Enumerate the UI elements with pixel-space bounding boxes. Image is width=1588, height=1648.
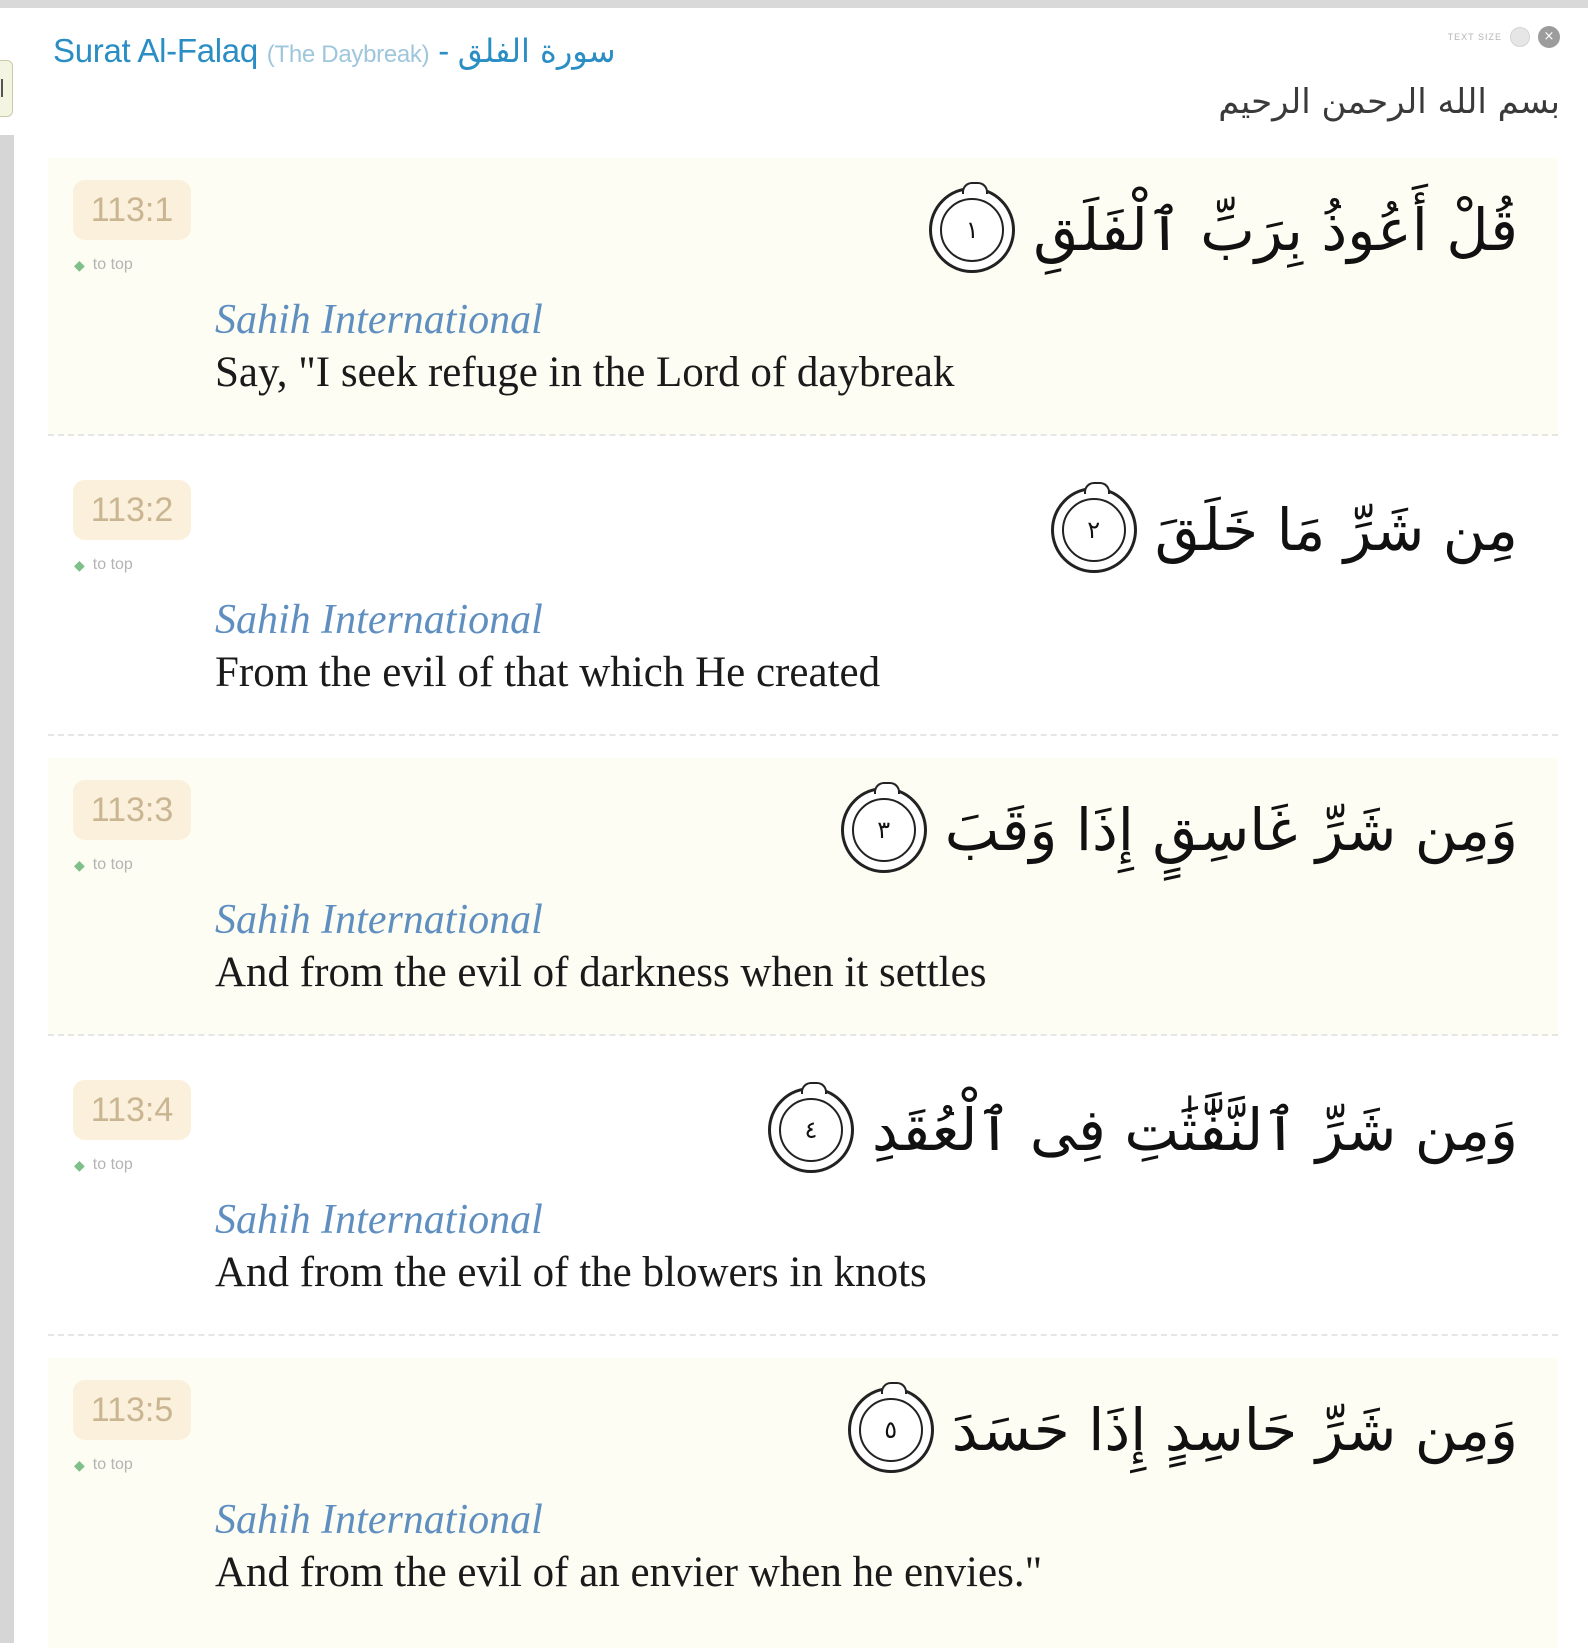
ayah-number: ٢ <box>1087 516 1101 544</box>
to-top-link[interactable] <box>74 556 133 574</box>
verse-key-badge[interactable]: 113:4 <box>73 1080 191 1140</box>
translator-name: Sahih International <box>215 897 543 943</box>
verse-key-badge[interactable]: 113:3 <box>73 780 191 840</box>
verse-row <box>48 758 1558 1036</box>
arabic-verse <box>841 780 1518 880</box>
translation-text: From the evil of that which He created <box>215 649 881 696</box>
close-icon[interactable]: × <box>1538 26 1560 48</box>
verse-list <box>48 158 1558 1648</box>
to-top-label: to top <box>92 256 133 273</box>
to-top-label: to top <box>92 1456 133 1473</box>
translation-text: And from the evil of the blowers in knots <box>215 1249 927 1296</box>
arabic-verse <box>768 1080 1518 1180</box>
ayah-end-marker-icon <box>768 1087 854 1173</box>
arabic-verse-text: قُلْ أَعُوذُ بِرَبِّ ٱلْفَلَقِ <box>1033 196 1518 264</box>
to-top-link[interactable] <box>74 1156 133 1174</box>
ayah-number: ٥ <box>884 1416 898 1444</box>
to-top-label: to top <box>92 856 133 873</box>
arrow-up-icon: ◆ <box>74 556 85 573</box>
title-separator: - <box>438 32 449 69</box>
arabic-verse-text: مِن شَرِّ مَا خَلَقَ <box>1154 496 1518 564</box>
arabic-verse-text: وَمِن شَرِّ حَاسِدٍ إِذَا حَسَدَ <box>951 1396 1518 1464</box>
verse-key-badge[interactable]: 113:2 <box>73 480 191 540</box>
to-top-link[interactable] <box>74 256 133 274</box>
verse-row <box>48 458 1558 736</box>
surah-title[interactable] <box>53 32 616 70</box>
arrow-up-icon: ◆ <box>74 856 85 873</box>
header-tools <box>1448 24 1560 50</box>
surah-title-translation: (The Daybreak) <box>266 41 430 68</box>
verse-key-badge[interactable]: 113:1 <box>73 180 191 240</box>
translation-text: And from the evil of darkness when it settles <box>215 949 987 996</box>
arabic-verse <box>848 1380 1518 1480</box>
translator-name: Sahih International <box>215 597 543 643</box>
arabic-verse <box>1051 480 1518 580</box>
translator-name: Sahih International <box>215 1497 543 1543</box>
ayah-end-marker-icon <box>848 1387 934 1473</box>
verse-key-badge[interactable]: 113:5 <box>73 1380 191 1440</box>
arrow-up-icon: ◆ <box>74 256 85 273</box>
to-top-label: to top <box>92 1156 133 1173</box>
verse-row <box>48 158 1558 436</box>
ayah-number: ٤ <box>804 1116 818 1144</box>
ayah-end-marker-icon <box>841 787 927 873</box>
ayah-number: ٣ <box>877 816 891 844</box>
to-top-link[interactable] <box>74 856 133 874</box>
arrow-up-icon: ◆ <box>74 1456 85 1473</box>
to-top-label: to top <box>92 556 133 573</box>
translation-text: Say, "I seek refuge in the Lord of daybreak <box>215 349 955 396</box>
translator-name: Sahih International <box>215 1197 543 1243</box>
arabic-verse <box>929 180 1518 280</box>
translation-text: And from the evil of an envier when he envies." <box>215 1549 1043 1596</box>
surah-header <box>50 20 1560 150</box>
surah-title-english: Surat Al-Falaq <box>53 32 258 69</box>
ayah-end-marker-icon <box>929 187 1015 273</box>
arabic-verse-text: وَمِن شَرِّ غَاسِقٍ إِذَا وَقَبَ <box>944 796 1518 864</box>
text-size-label: TEXT SIZE <box>1447 32 1502 42</box>
arrow-up-icon: ◆ <box>74 1156 85 1173</box>
left-scroll-rail[interactable] <box>0 135 14 1643</box>
ayah-end-marker-icon <box>1051 487 1137 573</box>
to-top-link[interactable] <box>74 1456 133 1474</box>
arabic-verse-text: وَمِن شَرِّ ٱلنَّفَّٰثَٰتِ فِى ٱلْعُقَدِ <box>871 1096 1518 1164</box>
ayah-number: ١ <box>965 216 979 244</box>
verse-row <box>48 1358 1558 1648</box>
surah-title-arabic: سورة الفلق <box>457 32 616 70</box>
verse-row <box>48 1058 1558 1336</box>
translator-name: Sahih International <box>215 297 543 343</box>
bismillah: بسم الله الرحمن الرحيم <box>1218 82 1560 122</box>
text-size-toggle-icon[interactable] <box>1510 27 1530 47</box>
window-top-edge <box>0 0 1588 8</box>
side-panel-tab[interactable] <box>0 60 13 117</box>
